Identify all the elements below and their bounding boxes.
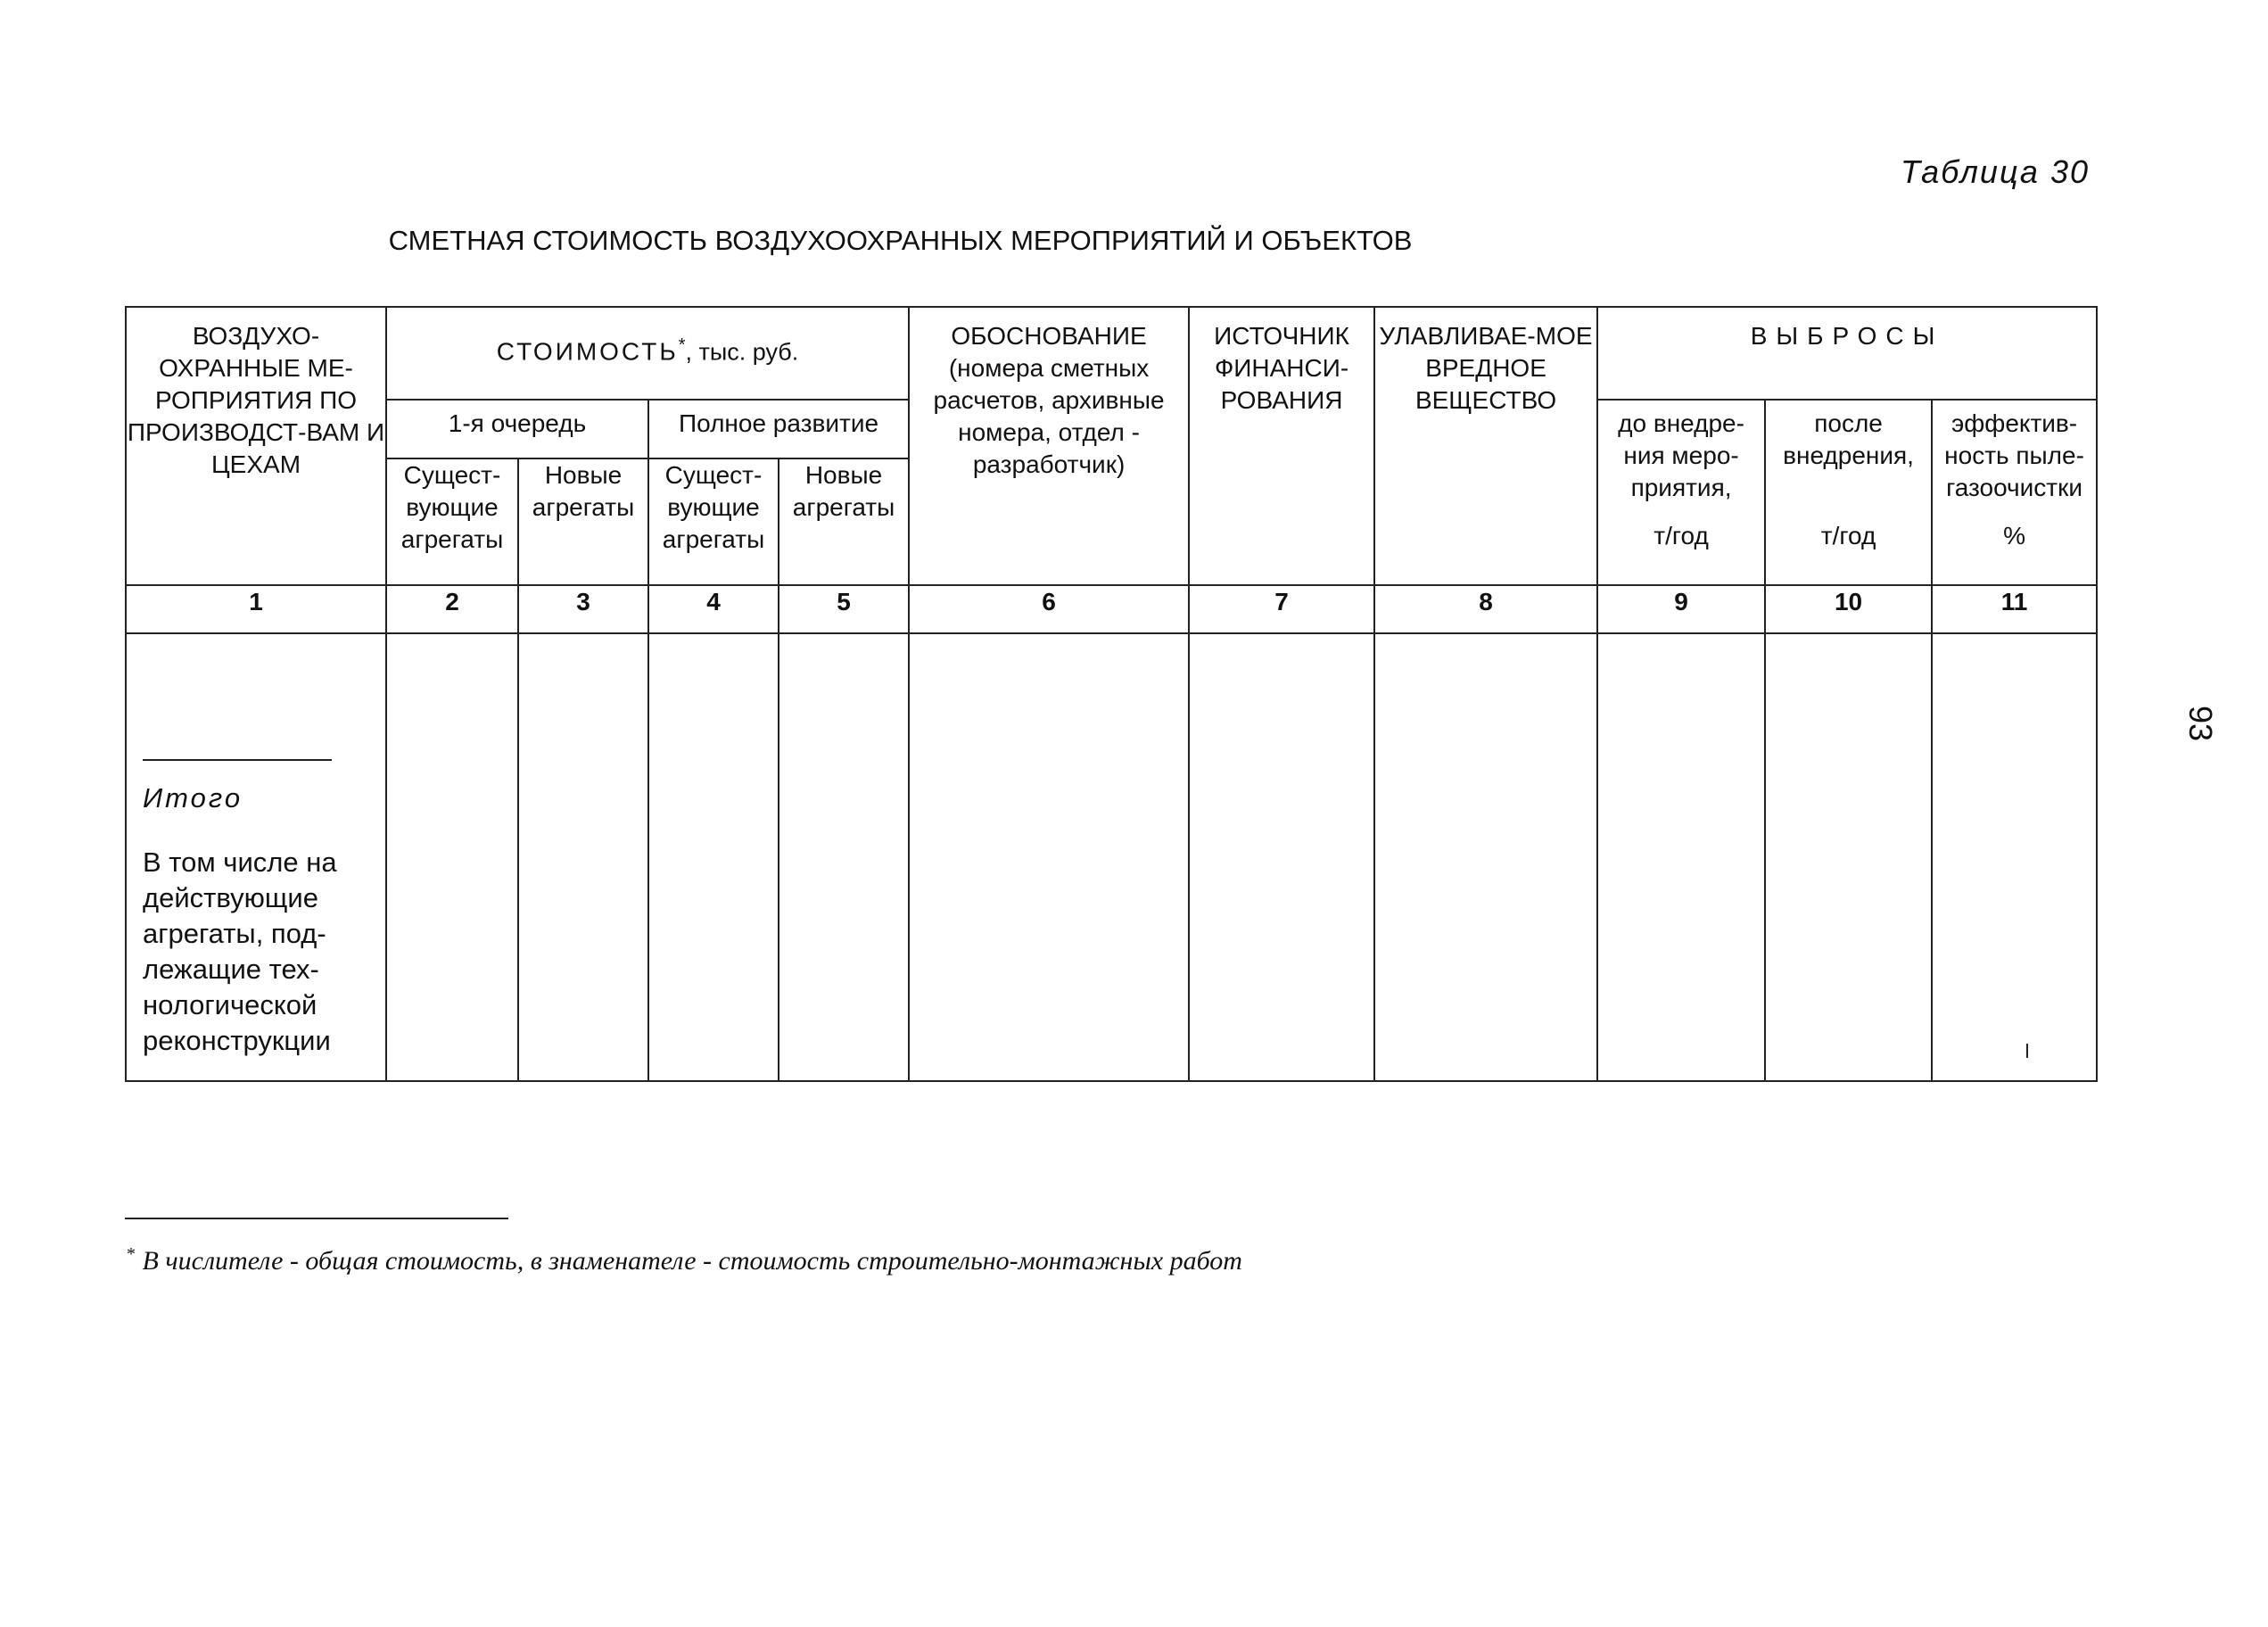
column-number: 9 <box>1597 585 1765 633</box>
header-after <box>1765 400 1932 585</box>
column-number: 6 <box>909 585 1189 633</box>
header-after-unit: т/год <box>1820 522 1876 549</box>
empty-cell <box>779 633 909 1081</box>
empty-cell <box>1597 633 1765 1081</box>
header-col6: ОБОСНОВАНИЕ (номера сметных расчетов, архивные номера, отдел - разработчик) <box>909 307 1189 585</box>
footnote-marker: * <box>127 1244 136 1264</box>
header-efficiency <box>1932 400 2097 585</box>
table-caption: Таблица 30 <box>1900 153 2090 190</box>
column-number: 5 <box>779 585 909 633</box>
body-first-column <box>126 633 386 1081</box>
column-number: 7 <box>1189 585 1374 633</box>
footnote <box>127 1244 1242 1276</box>
header-col1: ВОЗДУХО-ОХРАННЫЕ МЕ-РОПРИЯТИЯ ПО ПРОИЗВОДСТ-ВАМ И ЦЕХАМ <box>126 307 386 585</box>
column-number: 2 <box>386 585 518 633</box>
header-cost-label: СТОИМОСТЬ <box>496 337 679 366</box>
header-emissions: ВЫБРОСЫ <box>1597 307 2097 400</box>
column-number: 11 <box>1932 585 2097 633</box>
header-stage1-new: Новые агрегаты <box>518 458 648 585</box>
document-title <box>0 225 2268 257</box>
page-number: 93 <box>2181 705 2219 742</box>
column-number: 8 <box>1374 585 1597 633</box>
header-col7: ИСТОЧНИК ФИНАНСИ-РОВАНИЯ <box>1189 307 1374 585</box>
empty-cell <box>648 633 779 1081</box>
empty-cell <box>909 633 1189 1081</box>
header-cost-marker: * <box>678 335 686 355</box>
document-title-text: СМЕТНАЯ СТОИМОСТЬ ВОЗДУХООХРАННЫХ МЕРОПРИЯТИЙ И ОБЪЕКТОВ <box>388 225 1413 256</box>
header-full-new: Новые агрегаты <box>779 458 909 585</box>
empty-cell <box>518 633 648 1081</box>
column-number: 4 <box>648 585 779 633</box>
separator-line <box>143 759 332 761</box>
header-before-text: до внедре-ния меро-приятия, <box>1618 409 1744 501</box>
header-before <box>1597 400 1765 585</box>
header-efficiency-text: эффектив-ность пыле-газоочистки <box>1944 409 2084 501</box>
empty-cell <box>1189 633 1374 1081</box>
header-cost <box>386 307 909 400</box>
header-col8: УЛАВЛИВАЕ-МОЕ ВРЕДНОЕ ВЕЩЕСТВО <box>1374 307 1597 585</box>
total-label: Итого <box>143 782 243 814</box>
empty-cell <box>1374 633 1597 1081</box>
empty-cell <box>1932 633 2097 1081</box>
header-cost-unit: , тыс. руб. <box>685 338 799 366</box>
footnote-text: В числителе - общая стоимость, в знаменателе - стоимость строительно-монтажных работ <box>136 1246 1242 1276</box>
header-stage1-existing: Сущест-вующие агрегаты <box>386 458 518 585</box>
empty-cell <box>1765 633 1932 1081</box>
including-label: В том числе на действующие агрегаты, под-лежащие тех-нологической реконструкции <box>143 847 337 1056</box>
header-before-unit: т/год <box>1654 522 1709 549</box>
header-efficiency-unit: % <box>2003 522 2025 549</box>
column-number: 10 <box>1765 585 1932 633</box>
empty-cell <box>386 633 518 1081</box>
cost-table <box>125 306 2098 1082</box>
footnote-rule <box>125 1218 508 1219</box>
column-number: 3 <box>518 585 648 633</box>
header-after-text: после внедрения, <box>1783 409 1914 469</box>
column-number: 1 <box>126 585 386 633</box>
tick-mark <box>2026 1044 2028 1058</box>
header-stage1: 1-я очередь <box>386 400 648 458</box>
header-full: Полное развитие <box>648 400 909 458</box>
header-full-existing: Сущест-вующие агрегаты <box>648 458 779 585</box>
